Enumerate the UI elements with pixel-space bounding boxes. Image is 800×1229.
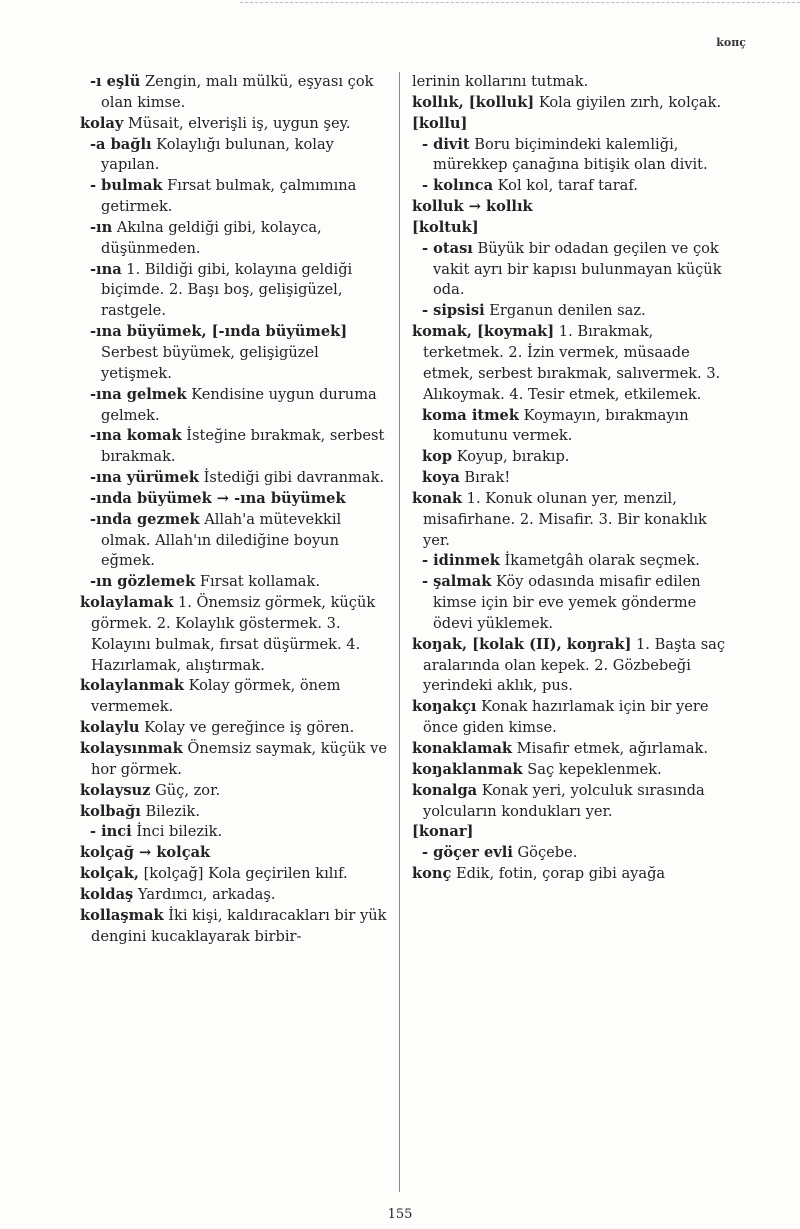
definition: Yardımcı, arkadaş.: [133, 885, 276, 903]
headword: koŋak, [kolak (II), koŋrak]: [412, 635, 632, 653]
headword: konç: [412, 865, 452, 883]
headword: [koltuk]: [412, 218, 479, 236]
dictionary-entry: [412, 760, 735, 781]
dictionary-entry: [412, 93, 735, 114]
definition: Edik, fotin, çorap gibi ayağa: [451, 865, 666, 883]
headword: kollık, [kolluk]: [412, 93, 535, 111]
sub-entry: [422, 572, 735, 635]
headword: -ına komak: [90, 427, 182, 445]
headword: koma itmek: [422, 406, 519, 424]
dictionary-entry: [412, 218, 735, 239]
dictionary-entry: [80, 114, 388, 135]
dictionary-entry: [80, 781, 388, 802]
dictionary-entry: [80, 885, 388, 906]
definition: Güç, zor.: [150, 781, 221, 799]
dictionary-entry: [80, 802, 388, 823]
headword: kolaysuz: [80, 781, 151, 799]
scan-edge-line: [240, 2, 800, 11]
headword: - göçer evli: [422, 844, 513, 862]
sub-entry: [422, 843, 735, 864]
headword: kolaylu: [80, 719, 140, 737]
headword: -ın: [90, 218, 113, 236]
sub-entry: [90, 385, 388, 427]
dictionary-entry: [80, 739, 388, 781]
headword: -ına gelmek: [90, 385, 187, 403]
definition: İsteğine bırakmak, serbest bırakmak.: [101, 427, 385, 466]
definition: Saç kepeklenmek.: [522, 760, 662, 778]
definition: Bırak!: [459, 469, 511, 487]
definition: Köy odasında misafir edilen kimse için bir eve yemek gönderme ödevi yüklemek.: [433, 573, 701, 632]
definition: lerinin kollarını tutmak.: [412, 73, 589, 90]
headword: -ına büyümek, [-ında büyümek]: [90, 323, 348, 341]
headword: - inci: [90, 823, 132, 841]
page-number: 155: [387, 1207, 413, 1222]
definition: Zengin, malı mülkü, eşyası çok olan kimse.: [101, 73, 374, 111]
headword: konalga: [412, 781, 478, 799]
sub-entry: [422, 447, 735, 468]
definition: Konak yeri, yolculuk sırasında yolcuların kondukları yer.: [423, 781, 705, 820]
headword: kolluk → kollık: [412, 198, 533, 216]
headword: [kollu]: [412, 114, 468, 132]
sub-entry: [422, 406, 735, 448]
headword: kolbağı: [80, 802, 141, 820]
dictionary-entry: [412, 635, 735, 698]
dictionary-entry: [412, 114, 735, 135]
sub-entry: [90, 260, 388, 323]
definition: İkametgâh olarak seçmek.: [499, 552, 700, 570]
definition: Fırsat bulmak, çalmımına getirmek.: [101, 177, 357, 216]
headword: kolay: [80, 114, 124, 132]
headword: koŋakçı: [412, 698, 477, 716]
running-head: koпç: [716, 36, 746, 49]
headword: - bulmak: [90, 177, 163, 195]
column-divider: [399, 72, 400, 1192]
sub-entry: [90, 218, 388, 260]
definition: Koymayın, bırakmayın komutunu vermek.: [433, 406, 689, 445]
definition: İki kişi, kaldıracakları bir yük dengini kucaklayarak birbir-: [91, 906, 387, 945]
dictionary-entry: [412, 489, 735, 552]
definition: Önemsiz saymak, küçük ve hor görmek.: [91, 740, 387, 778]
definition: İstediği gibi davranmak.: [198, 469, 385, 487]
sub-entry: [422, 468, 735, 489]
headword: kolaylanmak: [80, 677, 184, 695]
sub-entry: [422, 176, 735, 197]
headword: konaklamak: [412, 740, 513, 757]
definition: Koyup, bırakıp.: [452, 448, 570, 466]
sub-entry: [90, 135, 388, 177]
definition: 1. Başta saç aralarında olan kepek. 2. Gözbebeği yerindeki aklık, pus.: [423, 635, 726, 695]
definition: 1. Bildiği gibi, kolayına geldiği biçimde. 2. Başı boş, gelişigüzel, rastgele.: [101, 260, 353, 320]
headword: -ına: [90, 260, 122, 278]
definition: İnci bilezik.: [131, 823, 223, 841]
sub-entry: [90, 822, 388, 843]
headword: - otası: [422, 239, 473, 257]
headword: -ına yürümek: [90, 469, 199, 487]
definition: 1. Konuk olunan yer, menzil, misafirhane. 2. Misafir. 3. Bir konaklık yer.: [423, 489, 707, 549]
dictionary-entry: [80, 864, 388, 885]
dictionary-entry: [412, 322, 735, 405]
sub-entry: [90, 572, 388, 593]
sub-entry: [422, 551, 735, 572]
headword: komak, [koymak]: [412, 323, 555, 341]
definition: Kola giyilen zırh, kolçak.: [534, 93, 722, 111]
definition: Misafir etmek, ağırlamak.: [512, 740, 709, 757]
headword: konak: [412, 489, 463, 507]
dictionary-entry: [412, 72, 735, 93]
headword: koya: [422, 469, 460, 487]
dictionary-entry: [412, 197, 735, 218]
sub-entry: [90, 468, 388, 489]
definition: Akılna geldiği gibi, kolayca, düşünmeden.: [101, 218, 322, 257]
sub-entry: [90, 426, 388, 468]
headword: kop: [422, 448, 453, 466]
headword: kollaşmak: [80, 906, 164, 924]
sub-entry: [90, 322, 388, 385]
headword: [konar]: [412, 823, 474, 841]
dictionary-entry: [412, 864, 735, 885]
definition: Göçebe.: [512, 844, 578, 862]
headword: - kolınca: [422, 177, 494, 195]
definition: Kol kol, taraf taraf.: [493, 177, 638, 195]
sub-entry: [422, 135, 735, 177]
definition: Allah'a mütevekkil olmak. Allah'ın dilediğine boyun eğmek.: [101, 510, 342, 570]
headword: kolçak,: [80, 865, 139, 883]
headword: -ı eşlü: [90, 73, 141, 90]
dictionary-entry: [412, 781, 735, 823]
definition: 1. Bırakmak, terketmek. 2. İzin vermek, müsaade etmek, serbest bırakmak, salıvermek. 3. Alıkoymak. 4. Tesir etmek, etkilemek.: [423, 323, 721, 403]
definition: [kolçağ] Kola geçirilen kılıf.: [138, 865, 348, 883]
definition: Erganun denilen saz.: [484, 302, 646, 320]
headword: - divit: [422, 135, 470, 153]
headword: -a bağlı: [90, 135, 152, 153]
headword: -ında gezmek: [90, 510, 200, 528]
headword: kolçağ → kolçak: [80, 844, 211, 862]
headword: - sipsisi: [422, 302, 485, 320]
definition: 1. Önemsiz görmek, küçük görmek. 2. Kolaylık göstermek. 3. Kolayını bulmak, fırsat düşürmek. 4. Hazırlamak, alıştırmak.: [91, 594, 376, 674]
definition: Müsait, elverişli iş, uygun şey.: [123, 114, 351, 132]
headword: koldaş: [80, 885, 134, 903]
dictionary-entry: [80, 593, 388, 676]
left-column: [80, 72, 388, 947]
headword: - şalmak: [422, 573, 492, 591]
sub-entry: [90, 510, 388, 573]
sub-entry: [90, 176, 388, 218]
dictionary-entry: [80, 718, 388, 739]
right-column: [412, 72, 735, 885]
sub-entry: [422, 301, 735, 322]
dictionary-entry: [80, 843, 388, 864]
sub-entry: [422, 239, 735, 302]
definition: Boru biçimindeki kalemliği, mürekkep çanağına bitişik olan divit.: [433, 135, 708, 174]
definition: Kendisine uygun duruma gelmek.: [101, 385, 377, 424]
definition: Konak hazırlamak için bir yere önce giden kimse.: [423, 698, 709, 737]
headword: kolaysınmak: [80, 740, 183, 757]
dictionary-entry: [80, 676, 388, 718]
dictionary-entry: [80, 906, 388, 948]
definition: Kolay ve gereğince iş gören.: [139, 719, 355, 737]
sub-entry: [90, 72, 388, 114]
definition: Kolay görmek, önem vermemek.: [91, 677, 341, 716]
dictionary-entry: [412, 822, 735, 843]
headword: - idinmek: [422, 552, 500, 570]
headword: -ında büyümek → -ına büyümek: [90, 489, 346, 507]
definition: Serbest büyümek, gelişigüzel yetişmek.: [101, 343, 319, 382]
headword: koŋaklanmak: [412, 760, 523, 778]
definition: Bilezik.: [140, 802, 200, 820]
dictionary-entry: [412, 697, 735, 739]
dictionary-entry: [412, 739, 735, 760]
definition: Büyük bir odadan geçilen ve çok vakit ayrı bir kapısı bulunmayan küçük oda.: [433, 239, 722, 299]
definition: Kolaylığı bulunan, kolay yapılan.: [101, 135, 334, 174]
headword: kolaylamak: [80, 594, 174, 612]
headword: -ın gözlemek: [90, 573, 196, 591]
sub-entry: [90, 489, 388, 510]
definition: Fırsat kollamak.: [195, 573, 320, 591]
